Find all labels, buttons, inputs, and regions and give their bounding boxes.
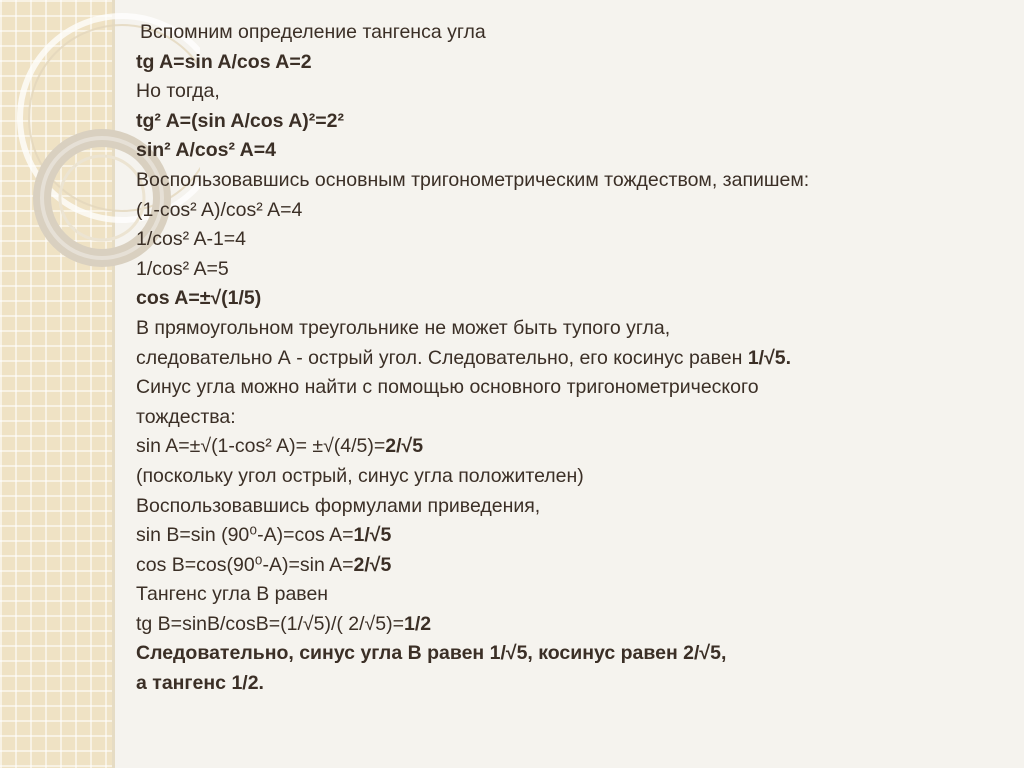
text-line [136, 373, 986, 403]
text-run: (поскольку угол острый, синус угла положителен) [136, 464, 584, 487]
text-run: Вспомним определение тангенса угла [140, 21, 486, 43]
text-run: В прямоугольном треугольнике не может быть тупого угла, [136, 316, 671, 339]
text-run: tg² A=(sin A/cos A)²=2² [136, 109, 345, 132]
text-line [136, 403, 986, 433]
text-line [136, 107, 986, 137]
text-run: Следовательно, синус угла В равен 1/√5, косинус равен 2/√5, [136, 642, 727, 665]
text-run: sin A=±√(1-cos² A)= ±√(4/5)= [136, 435, 386, 458]
text-line [136, 492, 986, 522]
text-line [136, 314, 986, 344]
text-line [136, 669, 986, 699]
text-line [136, 462, 986, 492]
text-run-bold: 1/2 [403, 612, 432, 635]
text-line [136, 284, 986, 314]
text-line [136, 580, 986, 610]
text-line [136, 344, 986, 374]
slide-text [136, 18, 986, 699]
text-run: а тангенс 1/2. [136, 672, 264, 695]
text-run: 1/cos² A-1=4 [136, 228, 247, 251]
text-run-bold: 2/√5 [353, 553, 392, 576]
text-run: cos A=±√(1/5) [136, 287, 262, 310]
text-run: тождества: [136, 405, 236, 428]
text-line [136, 255, 986, 285]
text-run-bold: 1/√5 [353, 524, 392, 547]
text-run: Синус угла можно найти с помощью основного тригонометрического [136, 376, 759, 399]
text-run: Тангенс угла В равен [136, 583, 329, 606]
text-run: 1/cos² A=5 [136, 257, 229, 280]
text-run: (1-cos² A)/cos² A=4 [136, 198, 303, 221]
text-line [136, 225, 986, 255]
text-run: tg B=sinB/cosB=(1/√5)/( 2/√5)= [136, 612, 404, 635]
text-line [136, 521, 986, 551]
text-run-bold: 1/√5. [747, 346, 792, 369]
text-line [136, 432, 986, 462]
text-line [136, 77, 986, 107]
text-line [136, 166, 986, 196]
text-run: Воспользовавшись формулами приведения, [136, 494, 541, 517]
text-run-bold: 2/√5 [385, 435, 424, 458]
text-run: tg A=sin A/cos A=2 [136, 50, 312, 73]
text-line [136, 48, 986, 78]
text-run: sin² A/cos² A=4 [136, 139, 276, 162]
text-run: Но тогда, [136, 80, 220, 103]
text-run: Воспользовавшись основным тригонометрическим тождеством, запишем: [136, 168, 810, 191]
text-run: cos B=cos(90⁰-A)=sin A= [136, 553, 354, 576]
text-run: sin B=sin (90⁰-A)=cos A= [136, 524, 354, 547]
text-line [136, 136, 986, 166]
text-line [136, 196, 986, 226]
text-line [136, 18, 986, 48]
text-run: следовательно А - острый угол. Следовательно, его косинус равен [136, 346, 748, 369]
text-line [136, 551, 986, 581]
text-line [136, 610, 986, 640]
text-line [136, 639, 986, 669]
